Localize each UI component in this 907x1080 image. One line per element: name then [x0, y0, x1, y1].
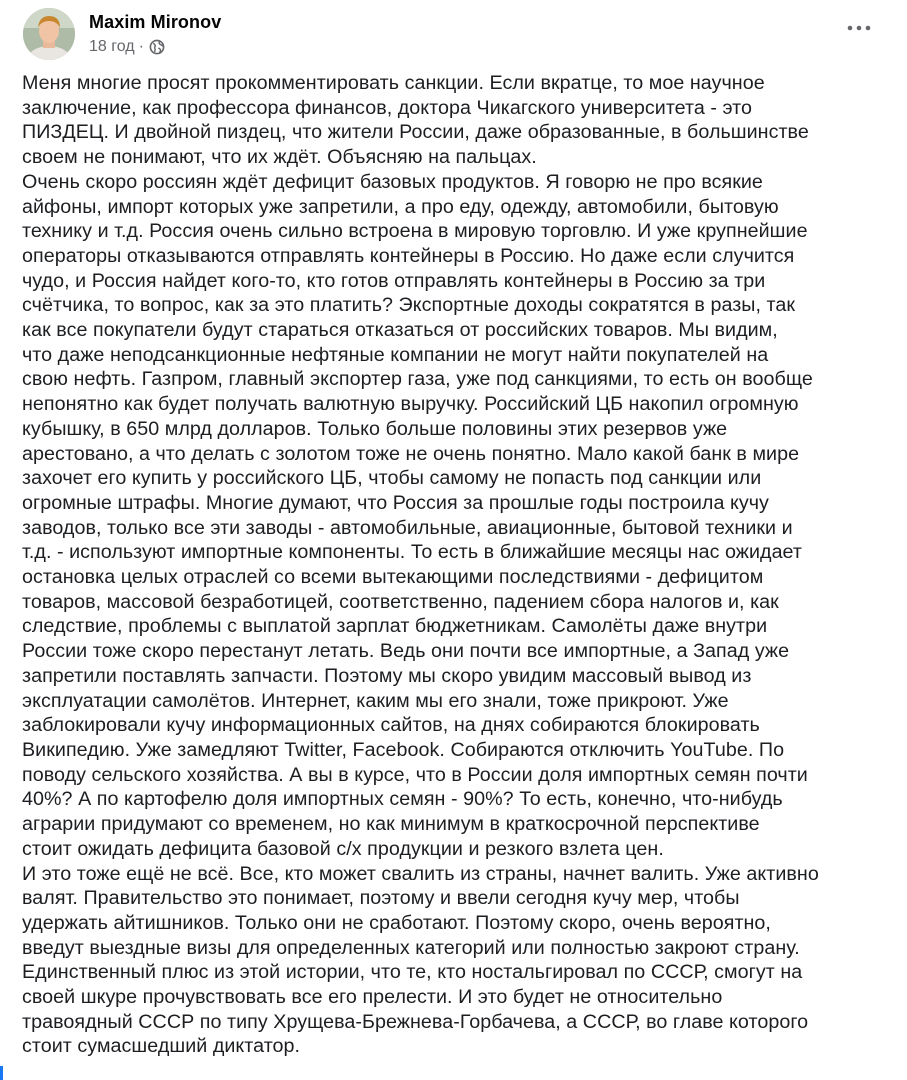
post-meta — [89, 10, 221, 58]
post-body-text: Меня многие просят прокомментировать санкции. Если вкратце, то мое научное заключение, как профессора финансов, доктора Чикагского университета - это ПИЗДЕЦ. И двойной пиздец, что жители России, даже образованные, в большинстве своем не понимают, что их ждёт. Объясняю на пальцах. Очень скоро россиян ждёт дефицит базовых продуктов. Я говорю не про всякие айфоны, импорт которых уже запретили, а про еду, одежду, автомобили, бытовую технику и т.д. Россия очень сильно встроена в мировую торговлю. И уже крупнейшие операторы отказываются отправлять контейнеры в Россию. Но даже если случится чудо, и Россия найдет кого-то, кто готов отправлять контейнеры в Россию за три счётчика, то вопрос, как за это платить? Экспортные доходы сократятся в разы, так как все покупатели будут стараться отказаться от российских товаров. Мы видим, что даже неподсанкционные нефтяные компании не могут найти покупателей на свою нефть. Газпром, главный экспортер газа, уже под санкциями, то есть он вообще непонятно как будет получать валютную выручку. Российский ЦБ накопил огромную кубышку, в 650 млрд долларов. Только больше половины этих резервов уже арестовано, а что делать с золотом тоже не очень понятно. Мало какой банк в мире захочет его купить у российского ЦБ, чтобы самому не попасть под санкции или огромные штрафы. Многие думают, что Россия за прошлые годы построила кучу заводов, только все эти заводы - автомобильные, авиационные, бытовой техники и т.д. - используют импортные компоненты. То есть в ближайшие месяцы нас ожидает остановка целых отраслей со всеми вытекающими последствиями - дефицитом товаров, массовой безработицей, соответственно, падением сбора налогов и, как следствие, проблемы с выплатой зарплат бюджетникам. Самолёты даже внутри России тоже скоро перестанут летать. Ведь они почти все импортные, а Запад уже запретили поставлять запчасти. Поэтому мы скоро увидим массовый вывод из эксплуатации самолётов. Интернет, каким мы его знали, тоже прикроют. Уже заблокировали кучу информационных сайтов, на днях собираются блокировать Википедию. Уже замедляют Twitter, Facebook. Собираются отключить YouTube. По поводу сельского хозяйства. А вы в курсе, что в России доля импортных семян почти 40%? А по картофелю доля импортных семян - 90%? То есть, конечно, что-нибудь аграрии придумают со временем, но как минимум в краткосрочной перспективе стоит ожидать дефицита базовой с/х продукции и резкого взлета цен. И это тоже ещё не всё. Все, кто может свалить из страны, начнет валить. Уже активно валят. Правительство это понимает, поэтому и ввели сегодня кучу мер, чтобы удержать айтишников. Только они не сработают. Поэтому скоро, очень вероятно, введут выездные визы для определенных категорий или полностью закроют страну. Единственный плюс из этой истории, что те, кто ностальгировал по СССР, смогут на своей шкуре прочувствовать все его прелести. И это будет не относительно травоядный СССР по типу Хрущева-Брежнева-Горбачева, а СССР, во главе которого стоит сумасшедший диктатор. — [22, 72, 819, 1058]
post-timestamp[interactable]: 18 год — [89, 38, 135, 55]
globe-icon — [149, 39, 165, 55]
avatar-image — [23, 8, 75, 60]
more-options-icon[interactable] — [844, 18, 874, 38]
avatar[interactable] — [23, 8, 75, 60]
author-name[interactable]: Maxim Mironov — [89, 12, 222, 32]
meta-separator: · — [138, 38, 144, 55]
scrollbar-edge — [0, 1066, 3, 1080]
post-header — [23, 8, 221, 60]
post-subline — [89, 36, 221, 58]
